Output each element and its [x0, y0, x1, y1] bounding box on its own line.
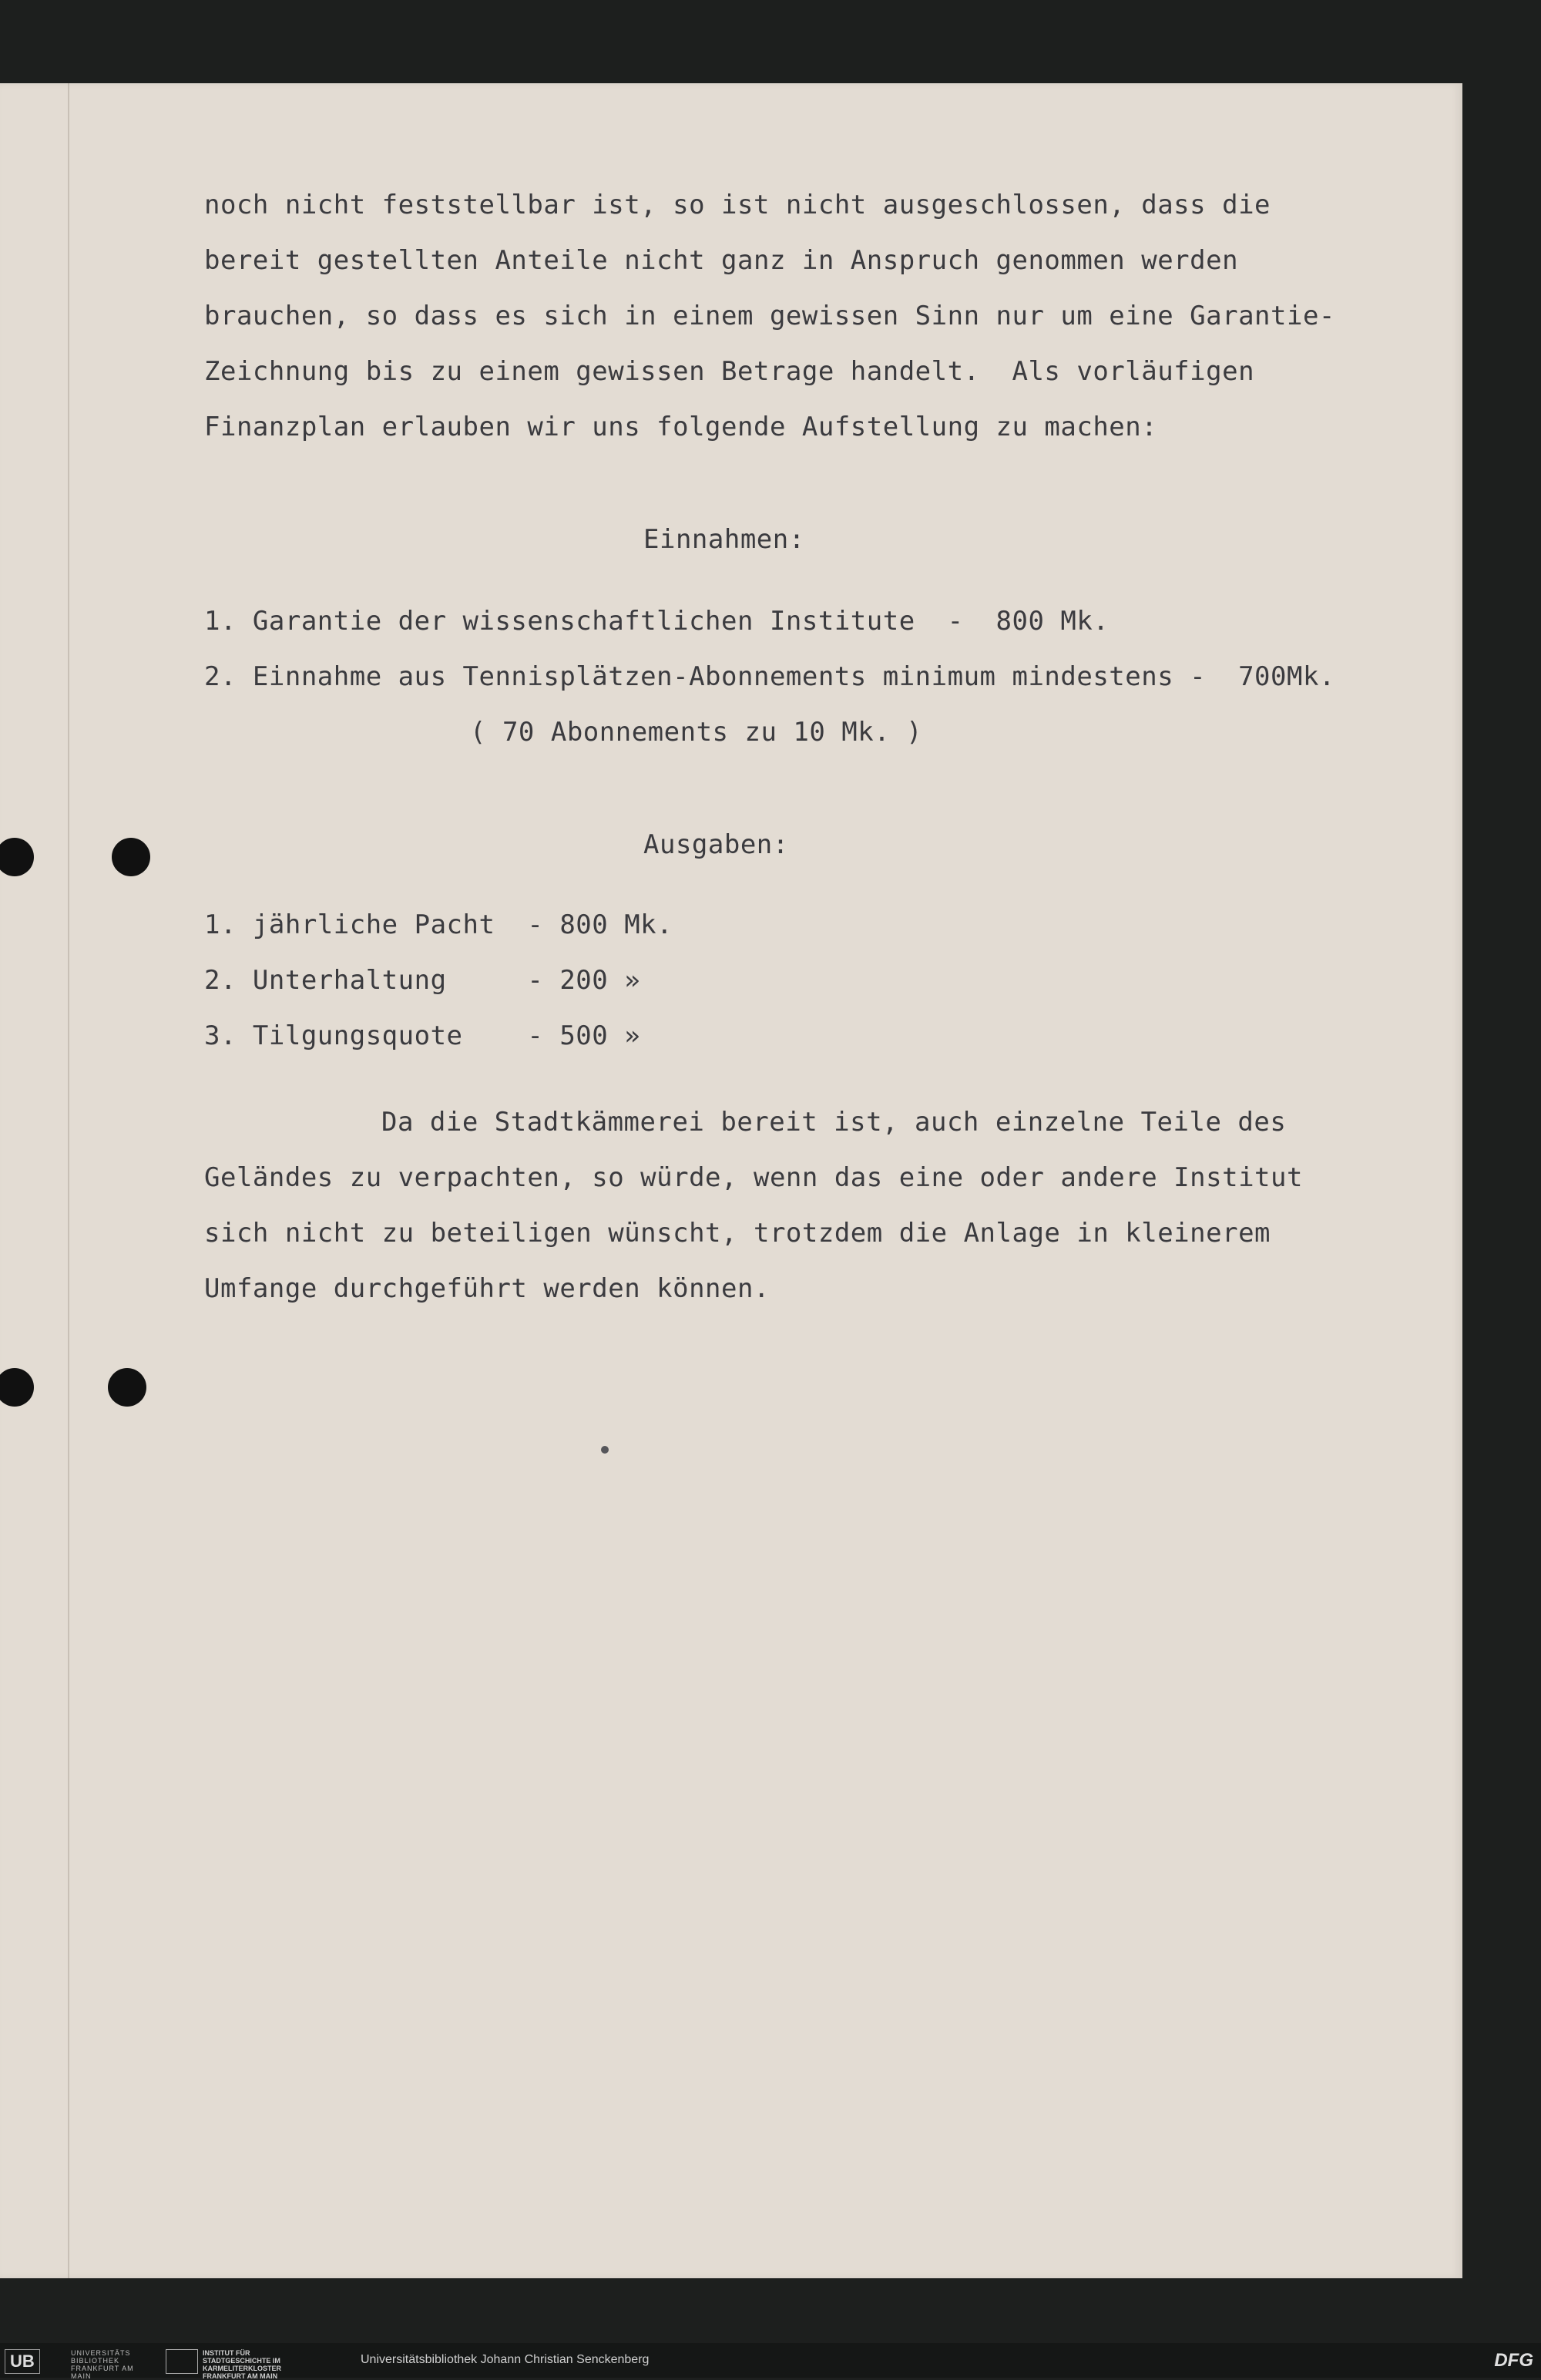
page-fold — [68, 83, 69, 2278]
punch-hole-right-top — [112, 838, 150, 876]
closing-line: Geländes zu verpachten, so würde, wenn das eine oder andere Institut — [204, 1162, 1303, 1193]
body-line: brauchen, so dass es sich in einem gewissen Sinn nur um eine Garantie- — [204, 301, 1335, 331]
closing-line: sich nicht zu beteiligen wünscht, trotzdem die Anlage in kleinerem — [204, 1218, 1271, 1249]
institute-logo-text: INSTITUT FÜR STADTGESCHICHTE IM KARMELITERKLOSTER FRANKFURT AM MAIN — [203, 2349, 281, 2380]
body-line: Finanzplan erlauben wir uns folgende Aufstellung zu machen: — [204, 412, 1158, 442]
body-line: Zeichnung bis zu einem gewissen Betrage handelt. Als vorläufigen — [204, 356, 1255, 387]
body-line: noch nicht feststellbar ist, so ist nicht ausgeschlossen, dass die — [204, 190, 1271, 220]
income-heading: Einnahmen: — [643, 524, 805, 555]
ink-speck — [601, 1446, 609, 1454]
viewer-footer — [0, 2343, 1541, 2378]
institute-logo-icon — [166, 2349, 198, 2374]
body-line: bereit gestellten Anteile nicht ganz in Anspruch genommen werden — [204, 245, 1239, 276]
income-item: 1. Garantie der wissenschaftlichen Institute - 800 Mk. — [204, 606, 1110, 637]
library-name[interactable]: Universitätsbibliothek Johann Christian Senckenberg — [361, 2353, 650, 2366]
expense-item: 2. Unterhaltung - 200 » — [204, 965, 641, 996]
closing-line: Da die Stadtkämmerei bereit ist, auch einzelne Teile des — [381, 1107, 1287, 1138]
income-note: ( 70 Abonnements zu 10 Mk. ) — [470, 717, 923, 748]
dfg-logo[interactable]: DFG — [1494, 2350, 1533, 2371]
expense-item: 3. Tilgungsquote - 500 » — [204, 1020, 641, 1051]
ub-logo[interactable]: UB — [5, 2349, 40, 2374]
income-item: 2. Einnahme aus Tennisplätzen-Abonnements minimum mindestens - 700Mk. — [204, 661, 1335, 692]
punch-hole-right-bottom — [108, 1368, 146, 1407]
expense-item: 1. jährliche Pacht - 800 Mk. — [204, 909, 673, 940]
closing-line: Umfange durchgeführt werden können. — [204, 1273, 770, 1304]
expense-heading: Ausgaben: — [643, 829, 789, 860]
ub-logo-text: UNIVERSITÄTS BIBLIOTHEK FRANKFURT AM MAIN — [71, 2349, 134, 2380]
